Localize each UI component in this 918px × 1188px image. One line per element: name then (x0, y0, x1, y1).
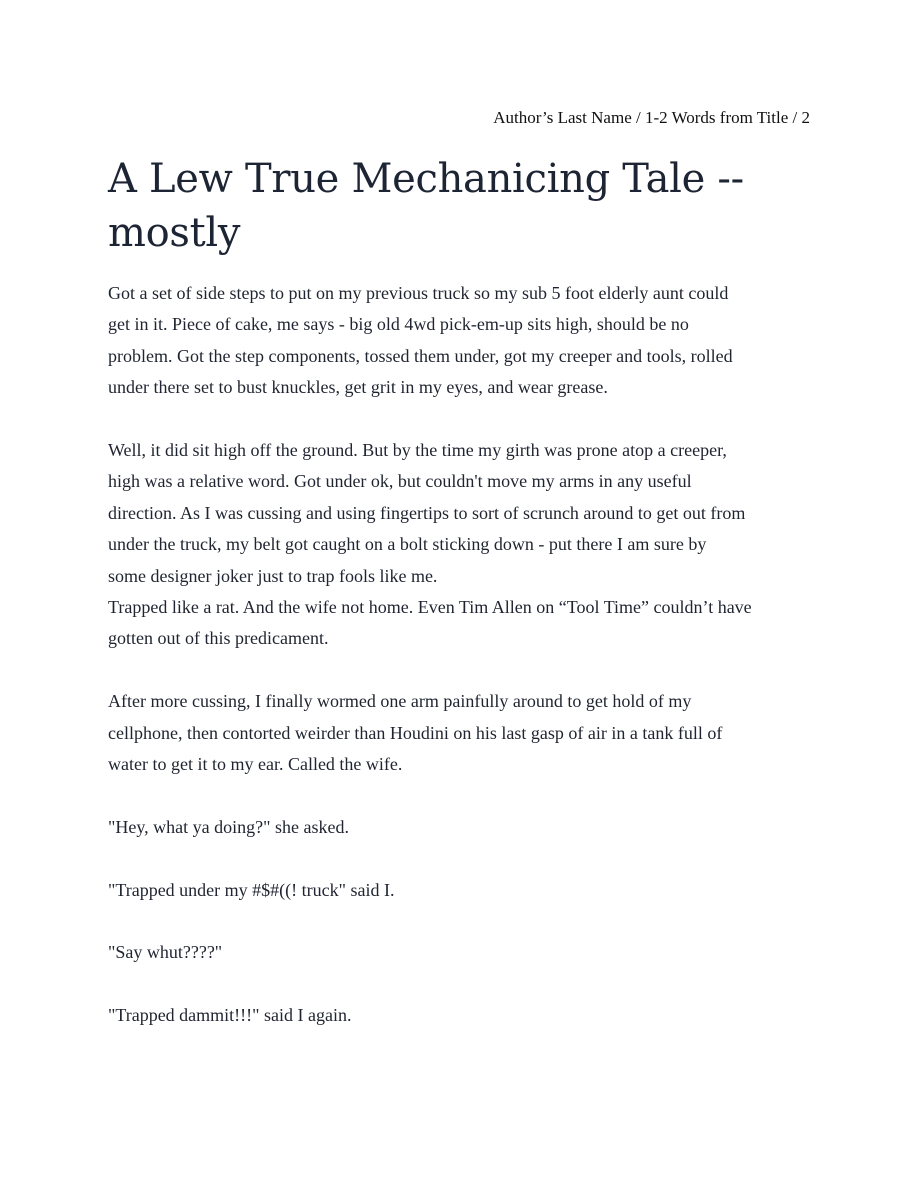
paragraph-sit-high: Well, it did sit high off the ground. But by the time my girth was prone atop a creeper, high was a relative word. Got under ok, but couldn't move my arms in any useful direction. As I was cussing and using fingertips to sort of scrunch around to get out from under the truck, my belt got caught on a bolt sticking down - put there I am sure by some designer joker just to trap fools like me. (108, 440, 746, 586)
dialogue-line: "Trapped under my #$#((! truck" said I. (108, 879, 395, 900)
dialogue-line: "Hey, what ya doing?" she asked. (108, 816, 349, 837)
document-body (108, 278, 818, 1032)
dialogue-line: "Trapped dammit!!!" said I again. (108, 1005, 352, 1026)
paragraph-trapped-like-rat: Trapped like a rat. And the wife not home. Even Tim Allen on “Tool Time” couldn’t have gotten out of this predicament. (108, 597, 752, 649)
paragraph-side-steps: Got a set of side steps to put on my previous truck so my sub 5 foot elderly aunt could get in it. Piece of cake, me says - big old 4wd pick-em-up sits high, should be no problem. Got the step components, tossed them under, got my creeper and tools, rolled under there set to bust knuckles, get grit in my eyes, and wear grease. (108, 283, 733, 398)
paragraph-cellphone: After more cussing, I finally wormed one arm painfully around to get hold of my cellphone, then contorted weirder than Houdini on his last gasp of air in a tank full of water to get it to my ear. Called the wife. (108, 691, 723, 775)
dialogue-line: "Say whut????" (108, 942, 223, 963)
document-title: A Lew True Mechanicing Tale -- mostly (108, 156, 744, 256)
running-header: Author’s Last Name / 1-2 Words from Title / 2 (493, 108, 810, 127)
